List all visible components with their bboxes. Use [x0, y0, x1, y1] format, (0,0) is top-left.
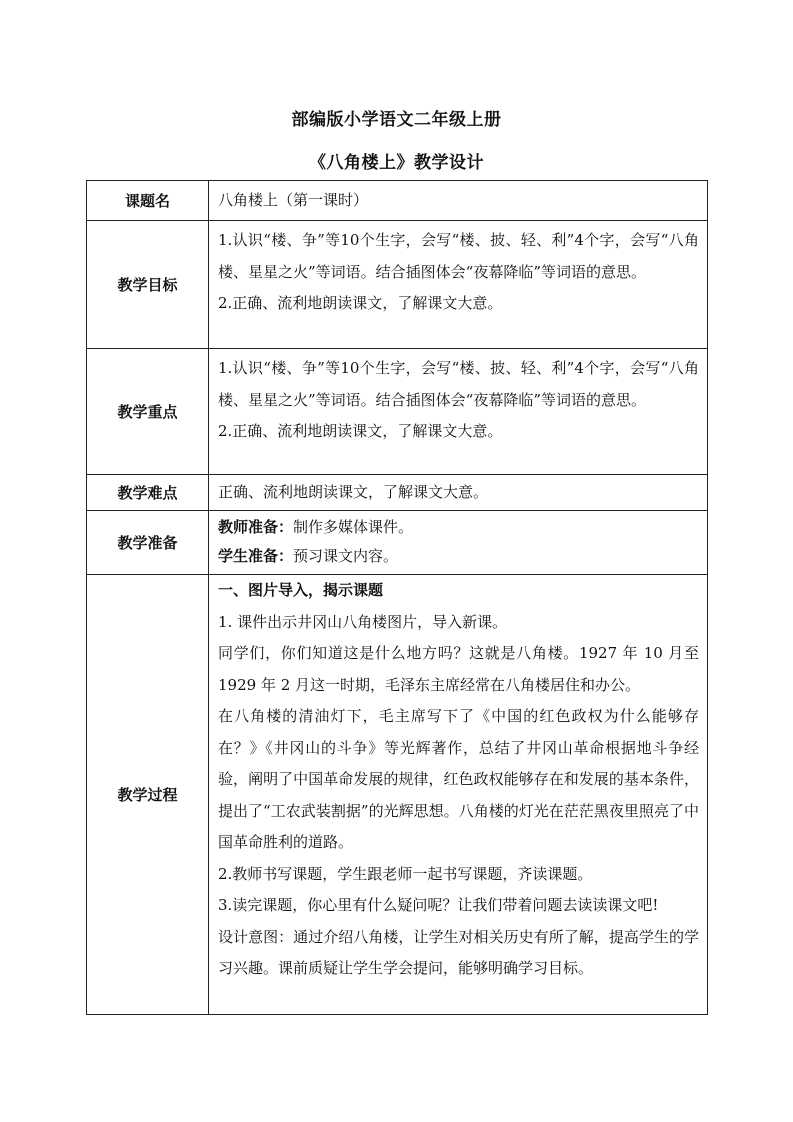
student-preparation — [218, 542, 699, 571]
table-row-difficulties — [87, 475, 708, 511]
document-subtitle: 《八角楼上》教学设计 — [309, 153, 484, 173]
difficulties-text: 正确、流利地朗读课文，了解课文大意。 — [218, 482, 489, 501]
student-preparation-value: 预习课文内容。 — [293, 547, 399, 565]
lesson-plan-table — [86, 180, 708, 1015]
teacher-preparation-value: 制作多媒体课件。 — [293, 518, 414, 536]
process-paragraph-5: 3.读完课题，你心里有什么疑问呢？让我们带着问题去读读课文吧! — [218, 896, 659, 914]
key-points-paragraph-1: 1.认识“楼、争”等10个生字，会写“楼、披、轻、利”4个字，会写“八角楼、星星之火”等词语。结合插图体会“夜幕降临”等词语的意思。 — [218, 359, 699, 409]
table-row-topic — [87, 181, 708, 221]
document-title: 部编版小学语文二年级上册 — [291, 110, 502, 130]
process-paragraph-3: 在八角楼的清油灯下，毛主席写下了《中国的红色政权为什么能够存在？》《井冈山的斗争》等光辉著作，总结了井冈山革命根据地斗争经验，阐明了中国革命发展的规律，红色政权能够存在和发展的基本条件，提出了“工农武装割据”的光辉思想。八角楼的灯光在茫茫黑夜里照亮了中国革命胜利的道路。 — [218, 707, 699, 851]
table-row-objectives — [87, 221, 708, 349]
process-heading: 一、图片导入，揭示课题 — [218, 581, 384, 599]
key-points-paragraph-2: 2.正确、流利地朗读课文，了解课文大意。 — [218, 422, 503, 440]
row-value-process — [209, 575, 708, 1015]
row-label-objectives: 教学目标 — [87, 221, 209, 349]
teacher-preparation — [218, 513, 699, 542]
teacher-preparation-label: 教师准备： — [218, 518, 294, 536]
process-paragraph-6: 设计意图：通过介绍八角楼，让学生对相关历史有所了解，提高学生的学习兴趣。课前质疑让学生学会提问，能够明确学习目标。 — [218, 927, 699, 977]
objectives-paragraph-1: 1.认识“楼、争”等10个生字，会写“楼、披、轻、利”4个字，会写“八角楼、星星之火”等词语。结合插图体会“夜幕降临”等词语的意思。 — [218, 231, 699, 281]
row-value-key-points — [209, 349, 708, 475]
row-value-preparation — [209, 511, 708, 575]
process-paragraph-4: 2.教师书写课题，学生跟老师一起书写课题，齐读课题。 — [218, 864, 593, 883]
row-label-process: 教学过程 — [87, 575, 209, 1015]
row-label-key-points: 教学重点 — [87, 349, 209, 475]
table-row-preparation — [87, 511, 708, 575]
table-row-key-points — [87, 349, 708, 475]
row-value-difficulties — [209, 475, 708, 511]
table-row-process — [87, 575, 708, 1015]
process-paragraph-2: 同学们，你们知道这是什么地方吗？这就是八角楼。1927 年 10 月至 1929 年 2 月这一时期，毛泽东主席经常在八角楼居住和办公。 — [218, 644, 699, 694]
student-preparation-label: 学生准备： — [218, 547, 294, 565]
process-paragraph-1: 1. 课件出示井冈山八角楼图片，导入新课。 — [218, 612, 508, 631]
row-label-difficulties: 教学难点 — [87, 475, 209, 511]
row-value-objectives — [209, 221, 708, 349]
topic-text: 八角楼上（第一课时） — [218, 190, 369, 209]
row-label-topic: 课题名 — [87, 181, 209, 221]
row-label-preparation: 教学准备 — [87, 511, 209, 575]
objectives-paragraph-2: 2.正确、流利地朗读课文，了解课文大意。 — [218, 294, 503, 312]
row-value-topic — [209, 181, 708, 221]
